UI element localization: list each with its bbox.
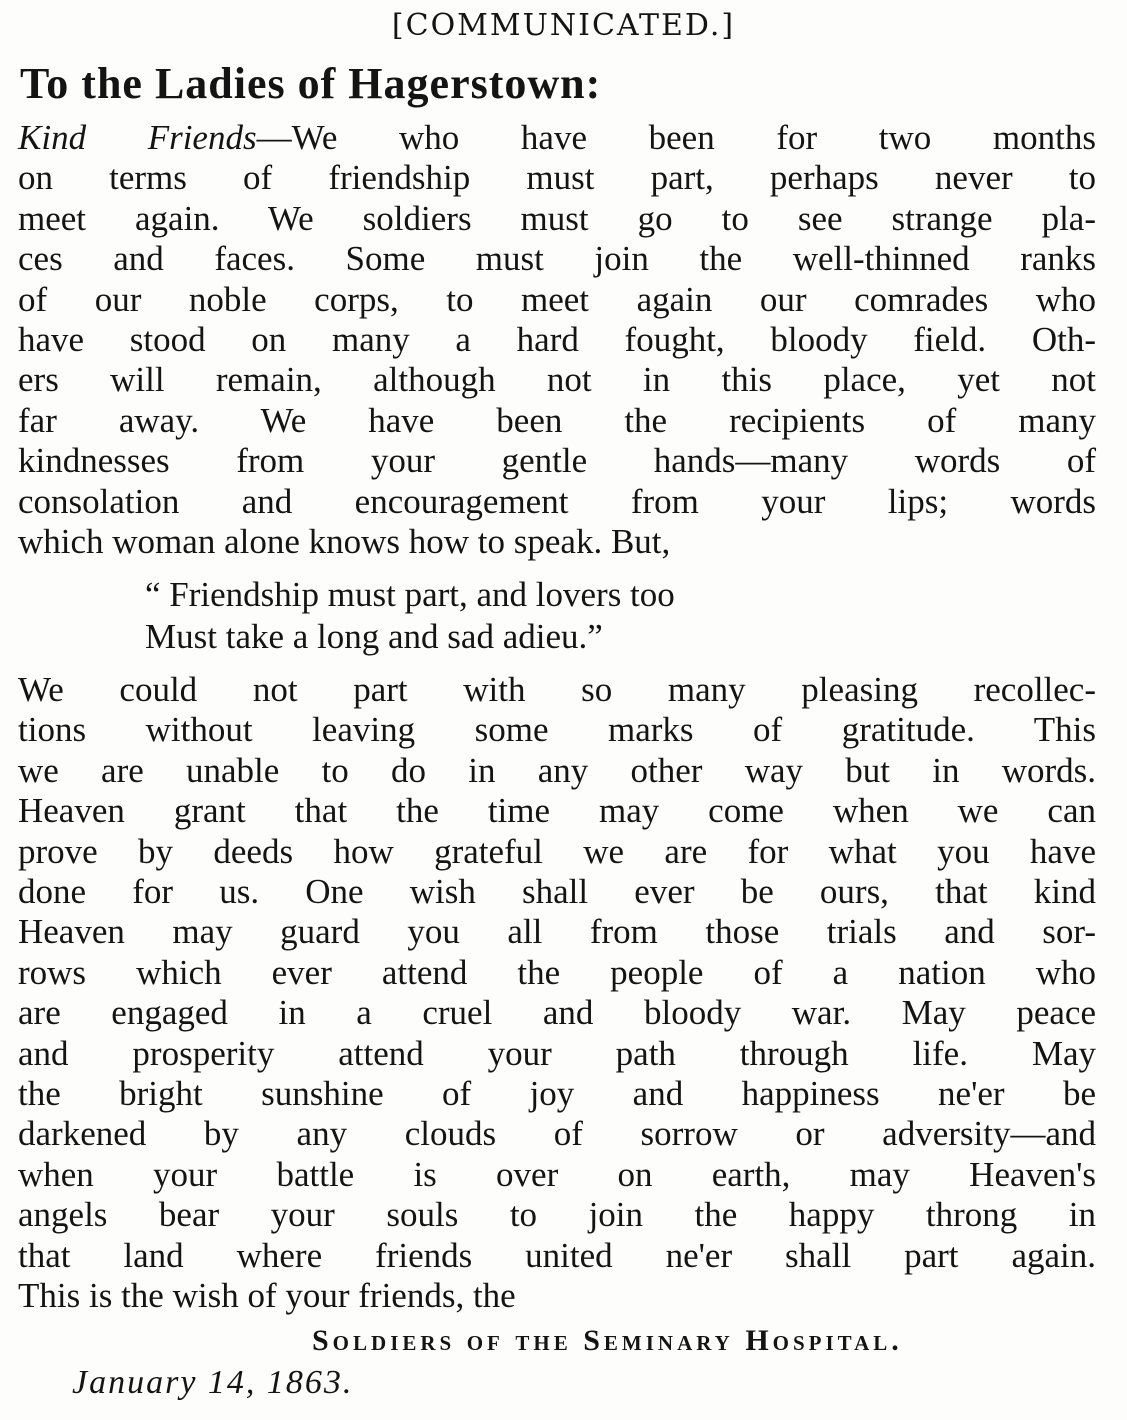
- paragraph-2-line: rows which ever attend the people of a nation who: [18, 952, 1096, 992]
- verse-line: “ Friendship must part, and lovers too: [145, 575, 675, 614]
- signature: Soldiers of the Seminary Hospital.: [312, 1324, 903, 1357]
- paragraph-2-line: the bright sunshine of joy and happiness ne'er be: [18, 1074, 1096, 1114]
- paragraph-2-line: tions without leaving some marks of gratitude. This: [18, 710, 1096, 750]
- paragraph-1-line: far away. We have been the recipients of many: [18, 400, 1096, 440]
- paragraph-1-line: on terms of friendship must part, perhaps never to: [18, 158, 1096, 198]
- dateline: January 14, 1863.: [72, 1364, 354, 1401]
- paragraph-1-line-text: —We who have been for two months: [256, 118, 1096, 157]
- paragraph-1-line: [18, 118, 1096, 158]
- paragraph-1-line: which woman alone knows how to speak. But,: [18, 522, 671, 562]
- paragraph-2-line: This is the wish of your friends, the: [18, 1276, 516, 1316]
- paragraph-2: [18, 670, 1096, 1317]
- paragraph-2-line: when your battle is over on earth, may Heaven's: [18, 1154, 1096, 1194]
- paragraph-2-line: darkened by any clouds of sorrow or adversity—and: [18, 1114, 1096, 1154]
- paragraph-1-line: meet again. We soldiers must go to see strange pla-: [18, 198, 1096, 238]
- paragraph-2-line: are engaged in a cruel and bloody war. May peace: [18, 993, 1096, 1033]
- paragraph-1-line: ers will remain, although not in this place, yet not: [18, 360, 1096, 400]
- verse-line: Must take a long and sad adieu.”: [145, 617, 603, 656]
- paragraph-2-line: prove by deeds how grateful we are for what you have: [18, 831, 1096, 871]
- paragraph-1-line: have stood on many a hard fought, bloody field. Oth-: [18, 320, 1096, 360]
- paragraph-2-line: Heaven may guard you all from those trials and sor-: [18, 912, 1096, 952]
- paragraph-2-line: that land where friends united ne'er shall part again.: [18, 1235, 1096, 1275]
- paragraph-2-line: We could not part with so many pleasing recollec-: [18, 670, 1096, 709]
- paragraph-2-line: we are unable to do in any other way but in words.: [18, 750, 1096, 790]
- paragraph-2-line: Heaven grant that the time may come when we can: [18, 791, 1096, 831]
- paragraph-2-line: angels bear your souls to join the happy throng in: [18, 1195, 1096, 1235]
- paragraph-1-line: consolation and encouragement from your lips; words: [18, 481, 1096, 521]
- paragraph-1-line: kindnesses from your gentle hands—many words of: [18, 441, 1096, 481]
- paragraph-1-line: of our noble corps, to meet again our comrades who: [18, 279, 1096, 319]
- paragraph-2-line: done for us. One wish shall ever be ours, that kind: [18, 872, 1096, 912]
- paragraph-1-line: ces and faces. Some must join the well-thinned ranks: [18, 239, 1096, 279]
- paragraph-1: [18, 118, 1096, 562]
- headline: To the Ladies of Hagerstown:: [20, 59, 602, 108]
- paragraph-2-line: and prosperity attend your path through life. May: [18, 1033, 1096, 1073]
- salutation: Kind Friends: [18, 118, 257, 157]
- communicated-header: [COMMUNICATED.]: [391, 8, 736, 43]
- verse-quote: [145, 574, 675, 658]
